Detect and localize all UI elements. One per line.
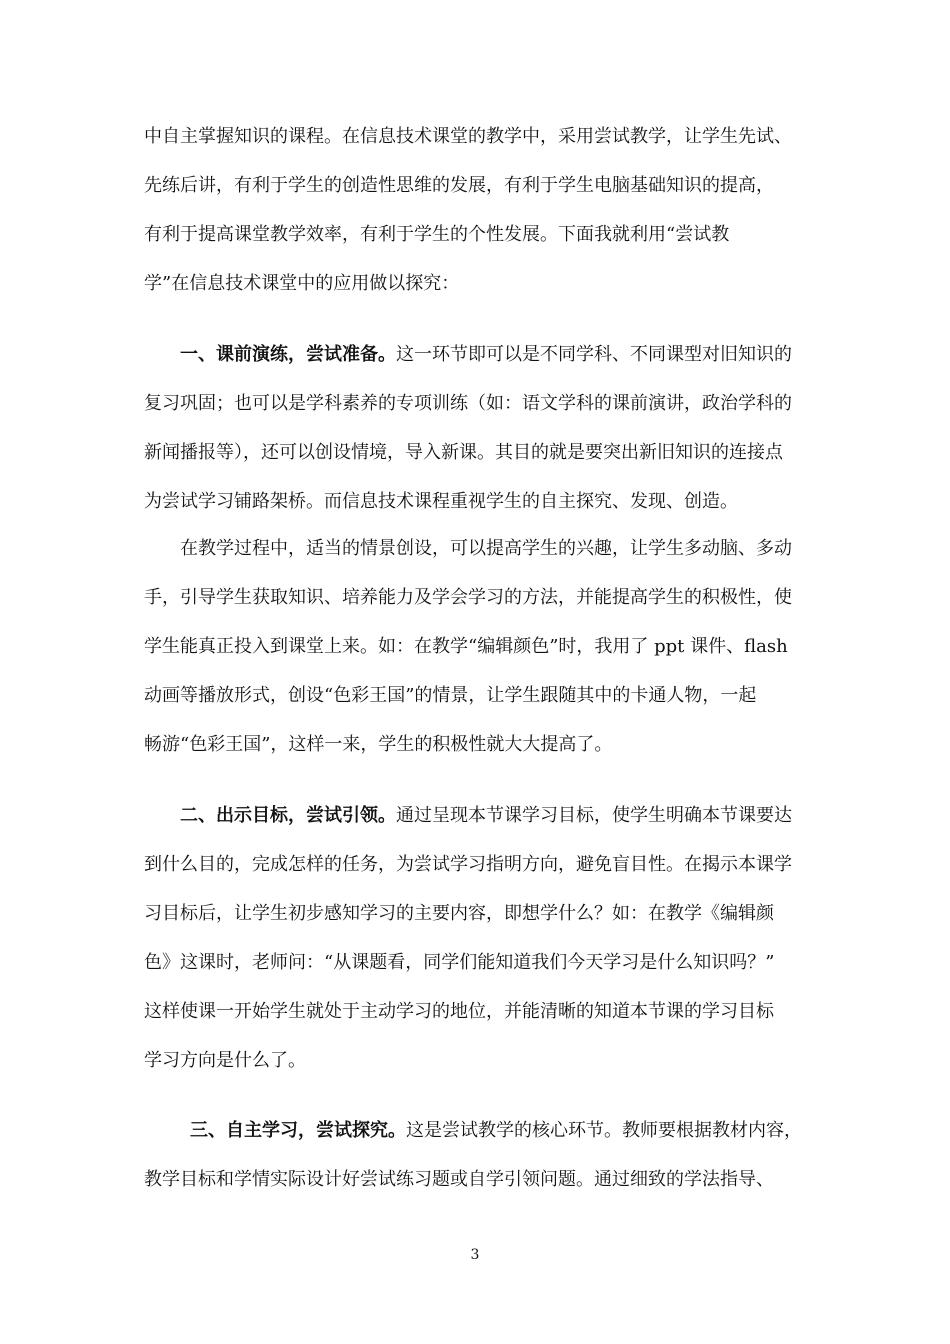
section-3-first-line-text: 这是尝试教学的核心环节。教师要根据教材内容， [406,1120,802,1141]
section-1-first-line [180,342,814,368]
section-2-line-6: 学习方向是什么了。 [144,1050,306,1071]
paragraph-2-line-3: 学生能真正投入到课堂上来。如：在教学“编辑颜色”时，我用了 ppt 课件、flash [144,636,788,657]
paragraph-2-line-2: 手，引导学生获取知识、培养能力及学会学习的方法，并能提高学生的积极性，使 [144,587,792,608]
paragraph-2-line-4: 动画等播放形式，创设“色彩王国”的情景，让学生跟随其中的卡通人物，一起 [144,685,757,706]
section-1-line-3: 新闻播报等），还可以创设情境，导入新课。其目的就是要突出新旧知识的连接点 [144,442,783,463]
intro-line-1: 中自主掌握知识的课程。在信息技术课堂的教学中，采用尝试教学，让学生先试、 [144,126,792,147]
section-3-first-line [190,1118,814,1144]
intro-line-2: 先练后讲，有利于学生的创造性思维的发展，有利于学生电脑基础知识的提高， [144,175,774,196]
section-2-heading: 二、出示目标，尝试引领。 [180,805,396,826]
section-2-first-line-text: 通过呈现本节课学习目标，使学生明确本节课要达 [396,805,792,826]
section-2-line-3: 习目标后，让学生初步感知学习的主要内容，即想学什么？如：在教学《编辑颜 [144,903,774,924]
section-2-first-line [180,803,814,829]
paragraph-2-line-5: 畅游“色彩王国”，这样一来，学生的积极性就大大提高了。 [144,734,613,755]
intro-line-4: 学”在信息技术课堂中的应用做以探究： [144,273,460,294]
section-1-line-4: 为尝试学习铺路架桥。而信息技术课程重视学生的自主探究、发现、创造。 [144,491,738,512]
section-1-heading: 一、课前演练，尝试准备。 [180,344,396,365]
section-2-line-5: 这样使课一开始学生就处于主动学习的地位，并能清晰的知道本节课的学习目标 [144,1001,774,1022]
section-3-line-2: 教学目标和学情实际设计好尝试练习题或自学引领问题。通过细致的学法指导、 [144,1169,774,1190]
section-3-heading: 三、自主学习，尝试探究。 [190,1120,406,1141]
section-2-line-2: 到什么目的，完成怎样的任务，为尝试学习指明方向，避免盲目性。在揭示本课学 [144,854,792,875]
section-2-line-4: 色》这课时，老师问：“从课题看，同学们能知道我们今天学习是什么知识吗？” [144,952,775,973]
section-1-line-2: 复习巩固；也可以是学科素养的专项训练（如：语文学科的课前演讲，政治学科的 [144,393,792,414]
intro-line-3: 有利于提高课堂教学效率，有利于学生的个性发展。下面我就利用“尝试教 [144,224,730,245]
section-1-first-line-text: 这一环节即可以是不同学科、不同课型对旧知识的 [396,344,792,365]
paragraph-2-line-1: 在教学过程中，适当的情景创设，可以提高学生的兴趣，让学生多动脑、多动 [180,538,792,559]
page-number: 3 [470,1247,480,1263]
